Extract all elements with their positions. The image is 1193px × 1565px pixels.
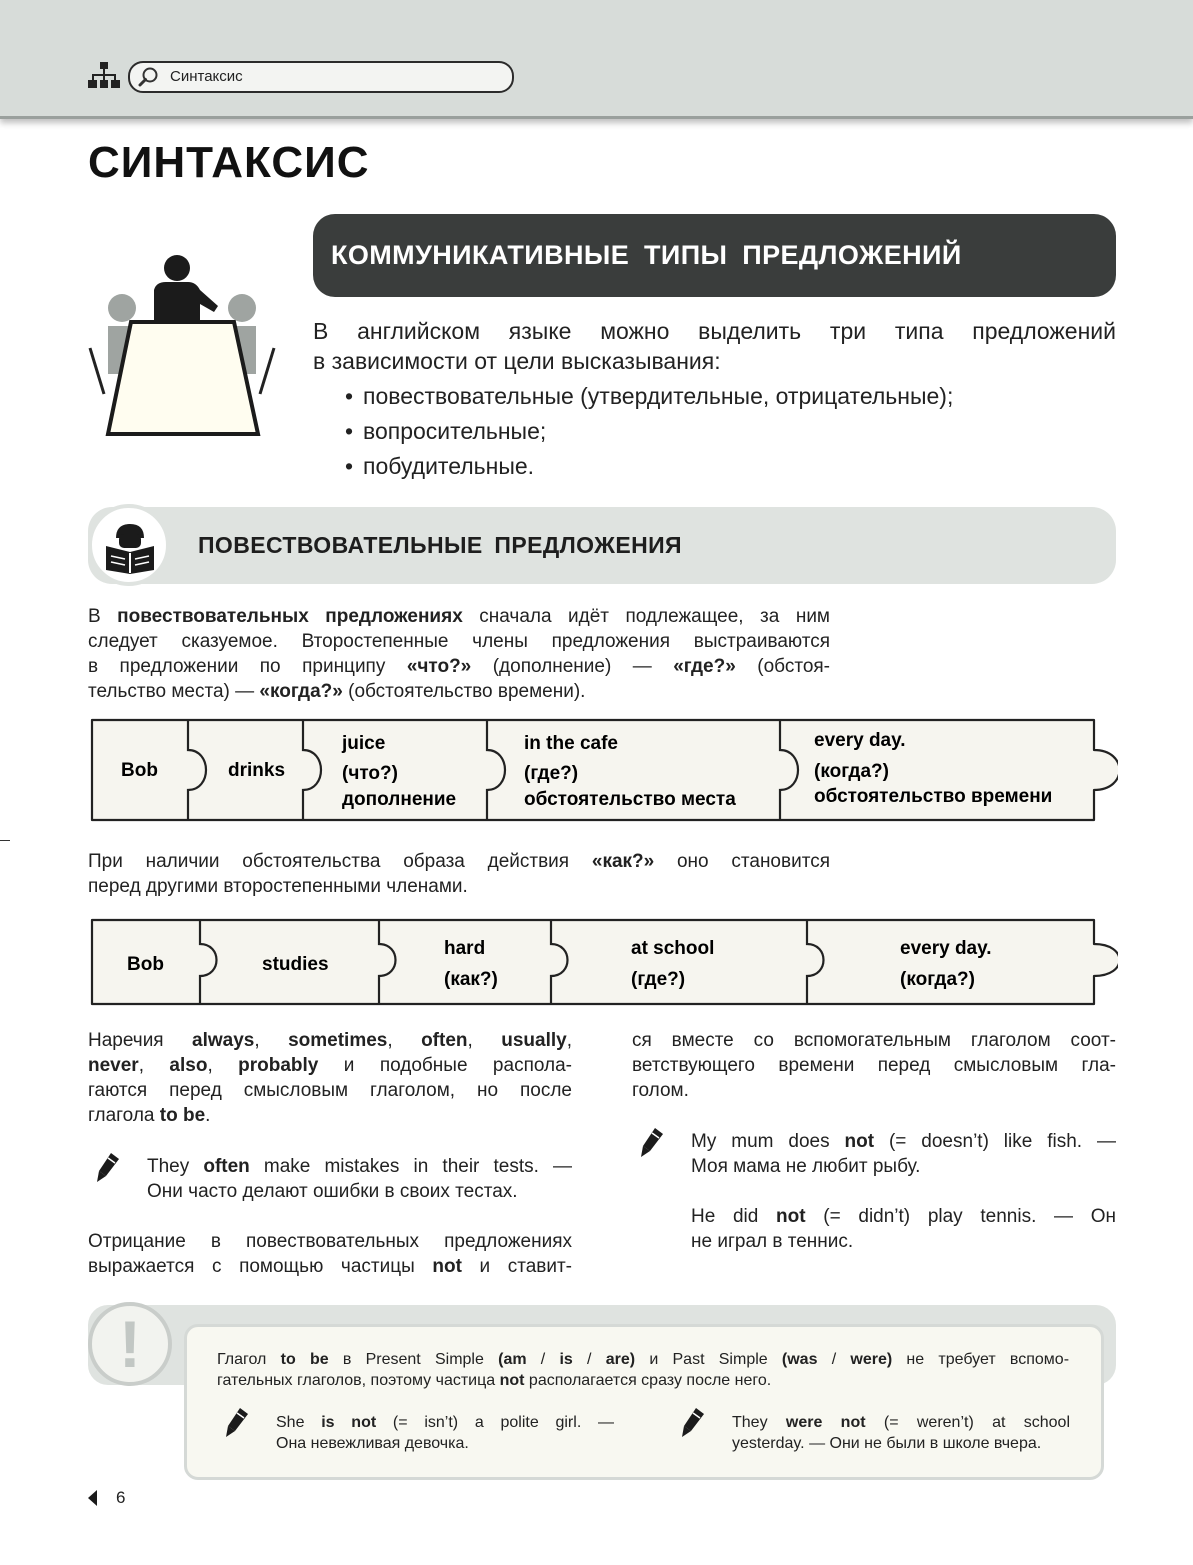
puzzle-piece-text: drinks bbox=[228, 760, 286, 781]
intro-text-line: В английском языке можно выделить три типа предложений bbox=[313, 318, 1116, 344]
paragraph: Наречия always, sometimes, often, usually, never, also, probably и подобные распола- гаются перед смысловым глаголом, но после глагола to be. bbox=[88, 1030, 572, 1126]
pen-icon bbox=[638, 1127, 664, 1159]
left-column bbox=[88, 1028, 573, 1277]
example: They often make mistakes in their tests. — Они часто делают ошибки в своих тестах. bbox=[147, 1156, 572, 1202]
attention-badge bbox=[88, 1302, 172, 1386]
section-header bbox=[88, 507, 1116, 584]
banner-title: КОММУНИКАТИВНЫЕ ТИПЫ ПРЕДЛОЖЕНИЙ bbox=[331, 240, 962, 270]
paragraph: Отрицание в повествовательных предложениях выражается с помощью частицы not и ставит- bbox=[88, 1231, 573, 1277]
meeting-icon bbox=[86, 252, 278, 438]
example: He did not (= didn’t) play tennis. — Он не играл в теннис. bbox=[691, 1206, 1117, 1252]
puzzle-piece-text: juice bbox=[342, 733, 386, 754]
sentence-puzzle bbox=[88, 716, 1118, 824]
page-title: СИНТАКСИС bbox=[88, 138, 370, 187]
puzzle-piece-text: (что?) bbox=[342, 763, 398, 784]
margin-mark bbox=[0, 840, 10, 841]
list-item-text: повествовательные (утвердительные, отрицательные); bbox=[363, 383, 954, 409]
note-text: Глагол to be в Present Simple (am / is / are) и Past Simple (was / were) не требует вспомо- гательных глаголов, поэтому частица not располагается сразу после него. bbox=[217, 1351, 1070, 1389]
puzzle-piece-text: every day. bbox=[900, 938, 992, 959]
puzzle-piece-text: studies bbox=[262, 954, 329, 975]
pen-icon bbox=[223, 1407, 249, 1439]
list-item: • повествовательные (утвердительные, отрицательные); bbox=[345, 383, 954, 409]
puzzle-piece-text: обстоятельство времени bbox=[814, 786, 1053, 807]
puzzle-piece-text: in the cafe bbox=[524, 733, 618, 754]
right-column bbox=[632, 1028, 1117, 1252]
list-item-text: вопросительные; bbox=[363, 418, 547, 444]
puzzle-piece-text: Bob bbox=[127, 954, 164, 975]
puzzle-piece-text: (где?) bbox=[524, 763, 579, 784]
list-item-text: побудительные. bbox=[363, 453, 535, 479]
page-number: 6 bbox=[116, 1488, 126, 1507]
search-input[interactable] bbox=[128, 61, 514, 93]
reader-badge bbox=[88, 504, 170, 586]
section-title: ПОВЕСТВОВАТЕЛЬНЫЕ ПРЕДЛОЖЕНИЯ bbox=[198, 532, 682, 558]
page-arrow-icon bbox=[88, 1490, 98, 1506]
puzzle-piece-text: (когда?) bbox=[814, 761, 889, 782]
section-banner bbox=[313, 214, 1116, 297]
paragraph: При наличии обстоятельства образа действия «как?» оно становится перед другими второстепенными членами. bbox=[88, 851, 830, 897]
puzzle-piece-text: every day. bbox=[814, 730, 906, 751]
puzzle-piece-text: Bob bbox=[121, 760, 158, 781]
sentence-puzzle bbox=[88, 916, 1118, 1008]
pen-icon bbox=[679, 1407, 705, 1439]
puzzle-piece-text: (когда?) bbox=[900, 969, 975, 990]
pen-icon bbox=[94, 1152, 120, 1184]
hierarchy-icon[interactable] bbox=[88, 62, 120, 90]
puzzle-piece-text: (как?) bbox=[444, 969, 498, 990]
note-example: They were not (= weren’t) at school yesterday. — Они не были в школе вчера. bbox=[732, 1414, 1071, 1452]
search-icon bbox=[138, 67, 160, 87]
puzzle-piece-text: обстоятельство места bbox=[524, 789, 736, 810]
reading-person-icon bbox=[100, 516, 160, 576]
puzzle-piece-text: at school bbox=[631, 938, 715, 959]
top-bar bbox=[0, 0, 1193, 119]
note-example: She is not (= isn’t) a polite girl. — Она невежливая девочка. bbox=[276, 1414, 614, 1452]
paragraph: В повествовательных предложениях сначала идёт подлежащее, за ним следует сказуемое. Второстепенные члены предложения выстраиваются в предложении по принципу «что?» (дополнение) — «где?» (обстоя- тельство места) — «когда?» (обстоятельство времени). bbox=[88, 606, 830, 702]
puzzle-piece-text: hard bbox=[444, 938, 486, 959]
note-box bbox=[184, 1324, 1104, 1480]
puzzle-outline bbox=[92, 920, 1118, 1004]
example: My mum does not (= doesn’t) like fish. — Моя мама не любит рыбу. bbox=[691, 1131, 1116, 1177]
puzzle-piece-text: (где?) bbox=[631, 969, 686, 990]
list-item: • вопросительные; bbox=[345, 418, 547, 444]
list-item: • побудительные. bbox=[345, 453, 535, 479]
intro-text-line: в зависимости от цели высказывания: bbox=[313, 348, 721, 374]
paragraph: ся вместе со вспомогательным глаголом соот- ветствующего времени перед смысловым гла- голом. bbox=[632, 1030, 1116, 1101]
puzzle-piece-text: дополнение bbox=[342, 789, 457, 810]
search-query: Синтаксис bbox=[170, 68, 243, 85]
exclamation-icon: ! bbox=[119, 1307, 141, 1381]
